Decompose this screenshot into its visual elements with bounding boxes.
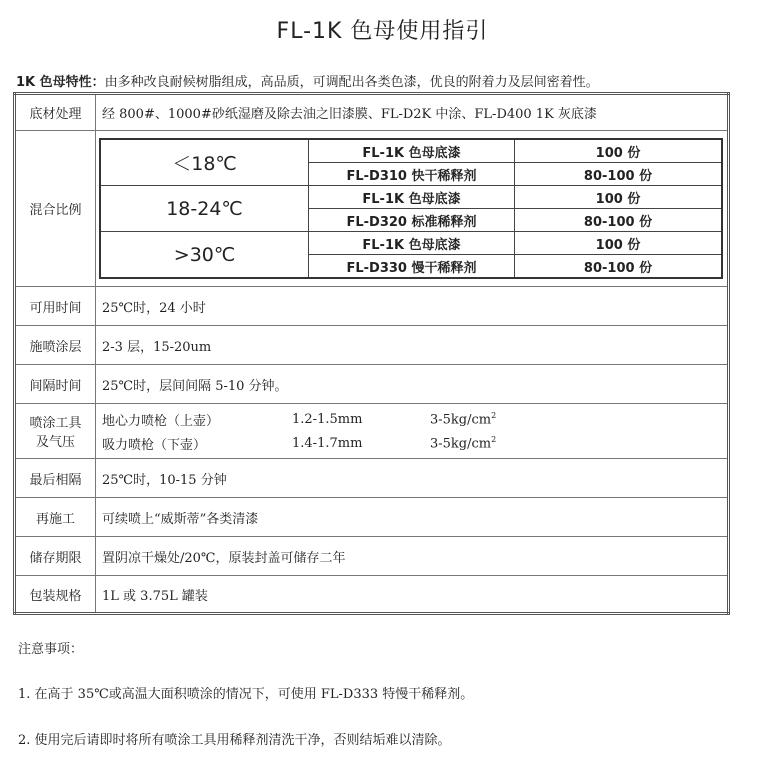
mixing-ratio-table — [99, 138, 723, 279]
intro-text: 由多种改良耐候树脂组成，高品质，可调配出各类色漆，优良的附着力及层间密着性。 — [104, 75, 599, 90]
row-label: 包装规格 — [15, 576, 96, 614]
notes-heading: 注意事项： — [18, 642, 84, 657]
product-cell: FL-1K 色母底漆 — [309, 139, 515, 163]
air-pressure: $3-5kg/cm^2$ — [430, 434, 497, 452]
table-row-packaging — [15, 576, 729, 614]
mixing-row — [100, 186, 722, 209]
document-title: FL-1K 色母使用指引 — [276, 19, 489, 44]
table-row-coats — [15, 326, 729, 365]
row-value: 25℃时，10-15 分钟 — [96, 459, 729, 498]
row-value: 25℃时，24 小时 — [96, 287, 729, 326]
note-item: 1. 在高于 35℃或高温大面积喷涂的情况下，可使用 FL-D333 特慢干稀释剂。 — [18, 687, 474, 702]
air-pressure: $3-5kg/cm^2$ — [430, 410, 497, 428]
intro-line — [16, 71, 599, 90]
row-value: 25℃时，层间间隔 5-10 分钟。 — [96, 365, 729, 404]
amount-cell: 80-100 份 — [515, 163, 723, 186]
row-value: 置阴凉干燥处/20℃，原装封盖可储存二年 — [96, 537, 729, 576]
table-row-storage — [15, 537, 729, 576]
row-label: 储存期限 — [15, 537, 96, 576]
table-row-final-interval — [15, 459, 729, 498]
temperature-cell: 18-24℃ — [100, 186, 309, 232]
row-label-line: 喷涂工具 — [29, 416, 82, 431]
product-cell: FL-1K 色母底漆 — [309, 186, 515, 209]
spray-gun-line — [102, 431, 721, 455]
nozzle-size: 1.4-1.7mm — [292, 435, 363, 451]
spec-table — [13, 92, 730, 615]
product-cell: FL-1K 色母底漆 — [309, 232, 515, 255]
product-cell: FL-D320 标准稀释剂 — [309, 209, 515, 232]
row-value: 可续喷上“威斯蒂”各类清漆 — [96, 498, 729, 537]
gun-type: 地心力喷枪（上壶） — [102, 413, 220, 429]
row-label: 最后相隔 — [15, 459, 96, 498]
row-value: 1L 或 3.75L 罐装 — [96, 576, 729, 614]
table-row-recoat — [15, 498, 729, 537]
gun-type: 吸力喷枪（下壶） — [102, 437, 207, 453]
row-label: 间隔时间 — [15, 365, 96, 404]
amount-cell: 100 份 — [515, 139, 723, 163]
table-row-substrate — [15, 94, 729, 131]
amount-cell: 100 份 — [515, 232, 723, 255]
intro-heading: 1K 色母特性： — [16, 75, 105, 90]
product-cell: FL-D330 慢干稀释剂 — [309, 255, 515, 279]
row-label: 再施工 — [15, 498, 96, 537]
row-label: 施喷涂层 — [15, 326, 96, 365]
row-value — [96, 404, 729, 459]
row-value: 经 800#、1000#砂纸湿磨及除去油之旧漆膜、FL-D2K 中涂、FL-D400 1K 灰底漆 — [96, 94, 729, 131]
row-label-line: 及气压 — [35, 435, 75, 450]
row-label: 可用时间 — [15, 287, 96, 326]
table-row-pot-life — [15, 287, 729, 326]
row-label — [15, 404, 96, 459]
table-row-flash — [15, 365, 729, 404]
amount-cell: 80-100 份 — [515, 209, 723, 232]
amount-cell: 100 份 — [515, 186, 723, 209]
amount-cell: 80-100 份 — [515, 255, 723, 279]
mixing-row — [100, 232, 722, 255]
temperature-cell: >30℃ — [100, 232, 309, 279]
note-item: 2. 使用完后请即时将所有喷涂工具用稀释剂清洗干净，否则结垢难以清除。 — [18, 733, 451, 748]
nozzle-size: 1.2-1.5mm — [292, 411, 363, 427]
row-label: 底材处理 — [15, 94, 96, 131]
spray-gun-line — [102, 407, 721, 431]
table-row-mixing — [15, 131, 729, 287]
table-row-tools — [15, 404, 729, 459]
temperature-cell: ＜18℃ — [100, 139, 309, 186]
row-value: 2-3 层，15-20um — [96, 326, 729, 365]
row-label: 混合比例 — [15, 131, 96, 287]
product-cell: FL-D310 快干稀释剂 — [309, 163, 515, 186]
mixing-row — [100, 139, 722, 163]
